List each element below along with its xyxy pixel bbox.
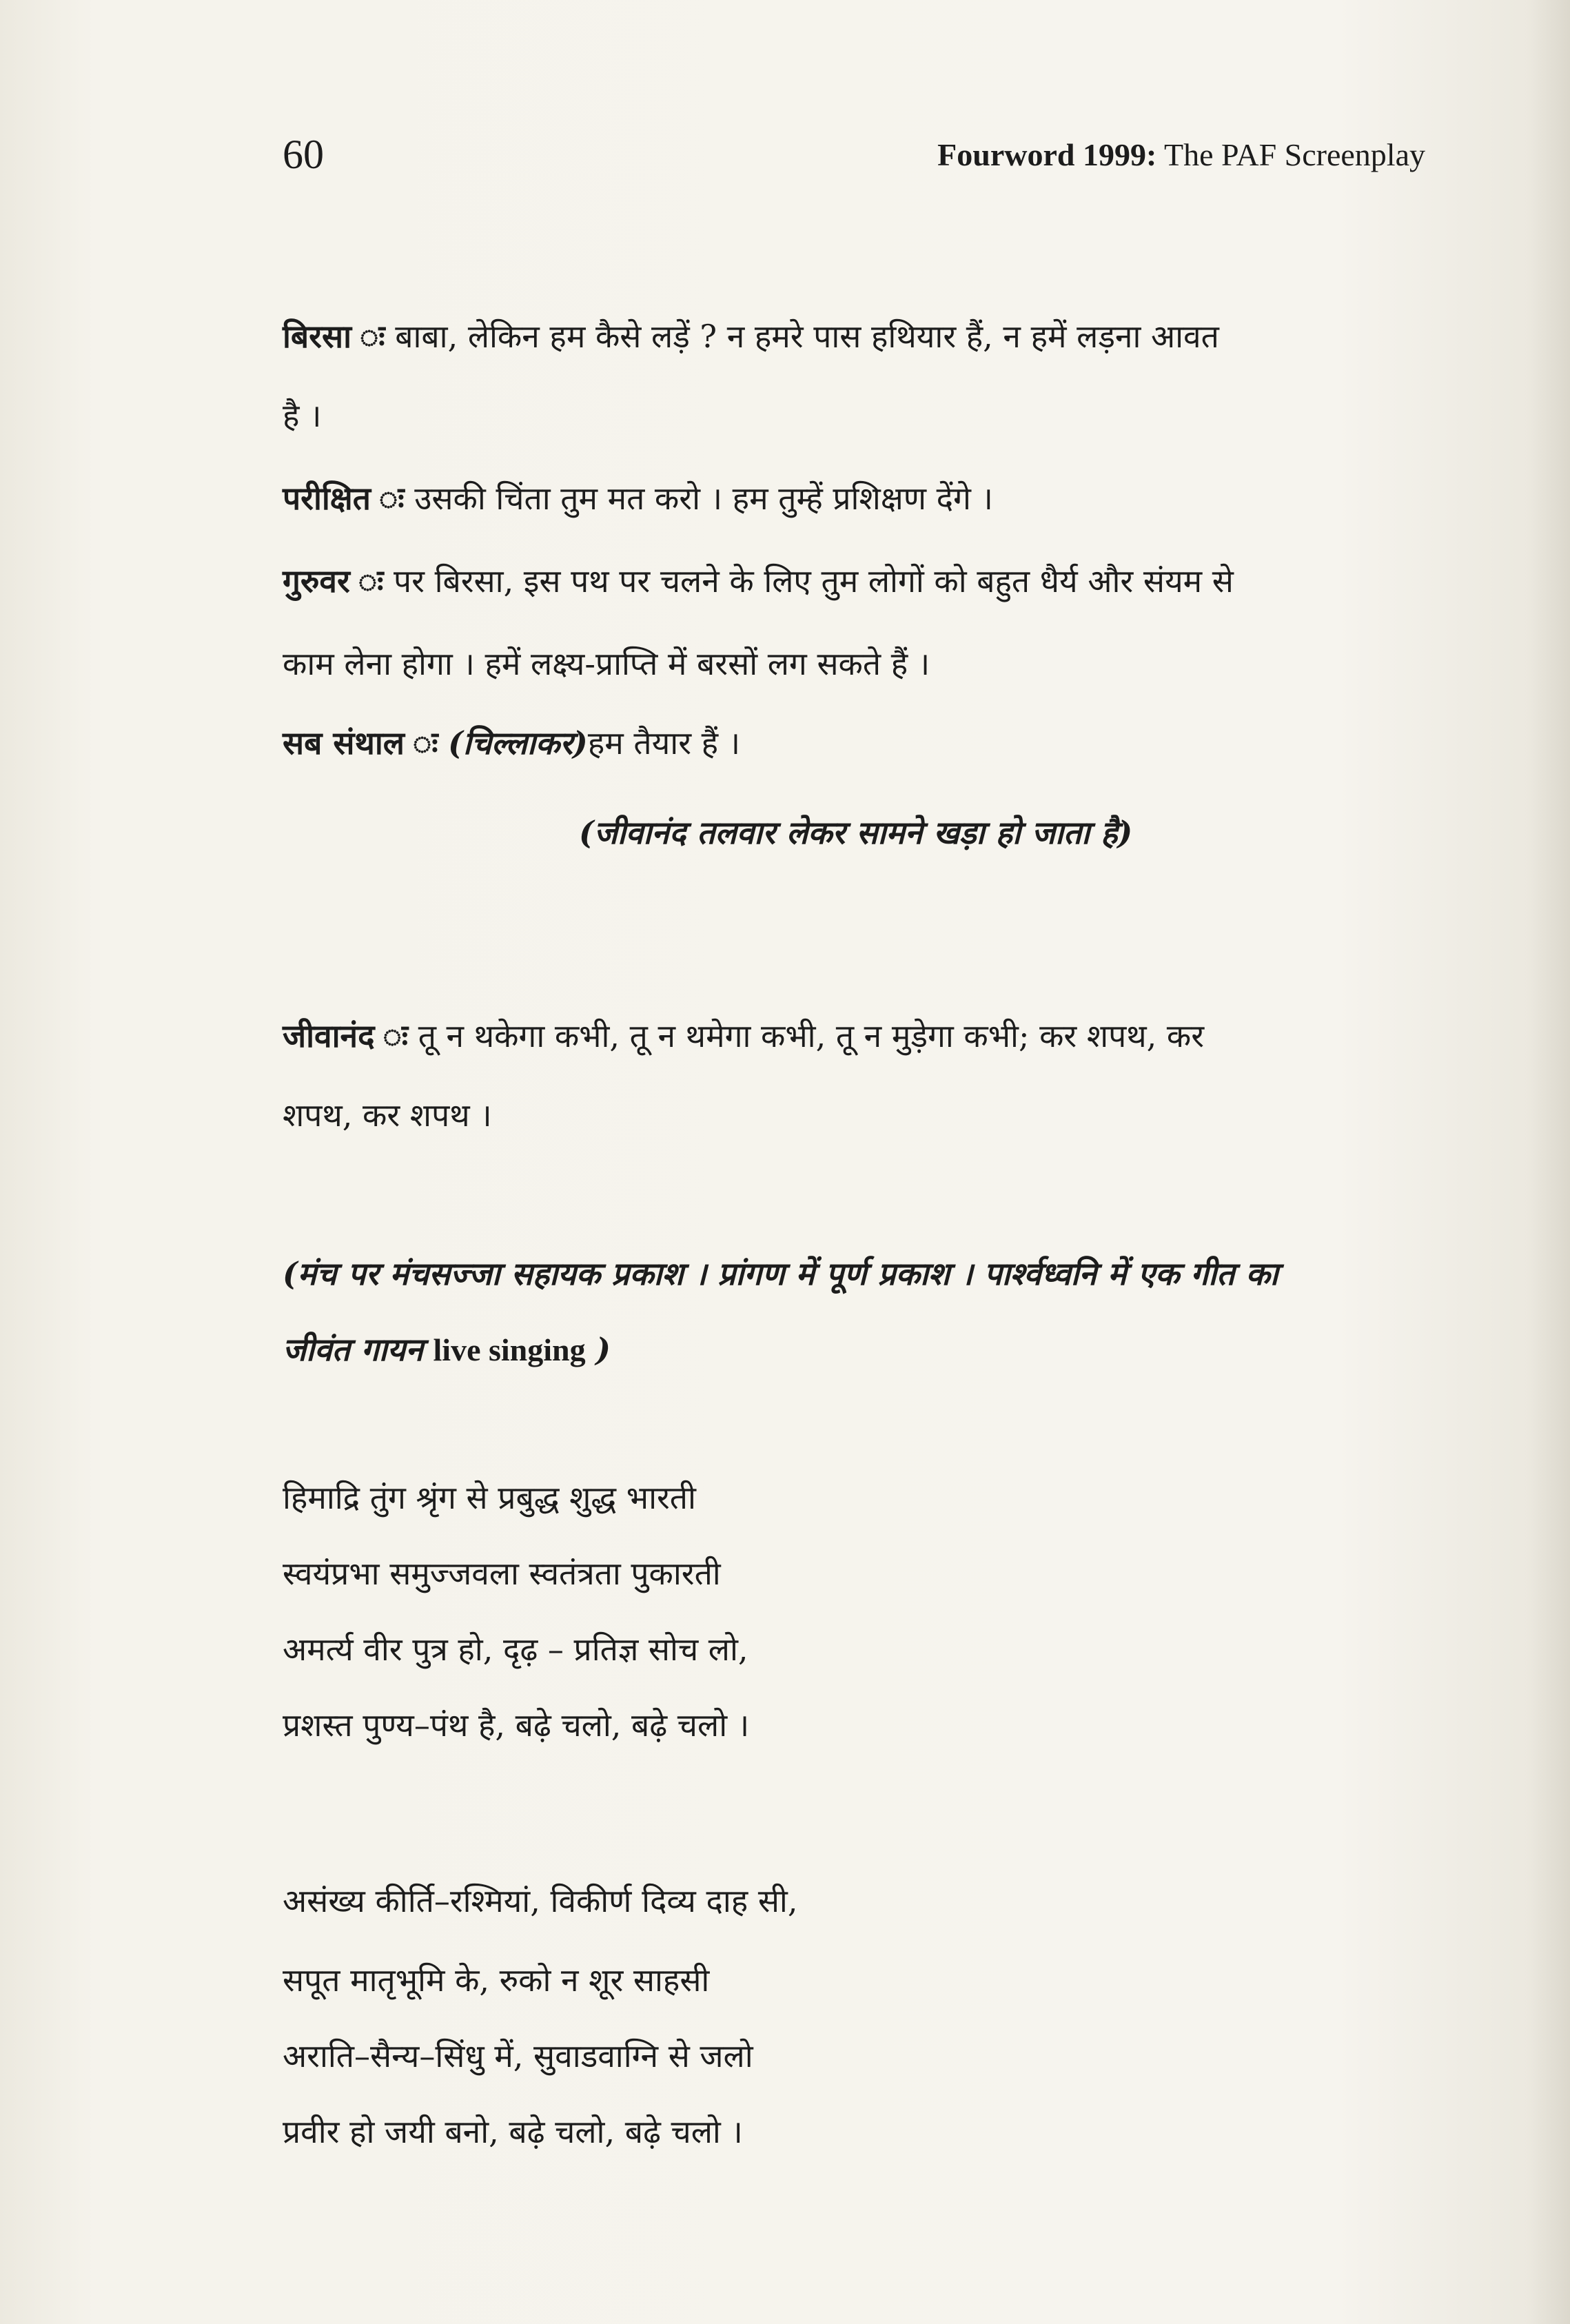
poem-line: असंख्य कीर्ति–रश्मियां, विकीर्ण दिव्य दाह सी,: [283, 1882, 798, 1919]
stage-direction-cont: [283, 1331, 611, 1368]
dialogue-line: [283, 318, 1219, 355]
running-header: [283, 131, 1425, 186]
page-edge-shadow: [1529, 0, 1570, 2324]
dialogue-continuation: शपथ, कर शपथ ।: [283, 1097, 492, 1134]
poem-line: सपूत मातृभूमि के, रुको न शूर साहसी: [283, 1961, 710, 1999]
speaker-name: जीवानंद ः: [283, 1017, 409, 1054]
dialogue-line: [283, 724, 741, 762]
poem-line: हिमाद्रि तुंग श्रृंग से प्रबुद्ध शुद्ध भारती: [283, 1479, 696, 1516]
poem-line: अराति–सैन्य–सिंधु में, सुवाडवाग्नि से जलो: [283, 2037, 753, 2075]
speaker-name: गुरुवर ः: [283, 562, 384, 600]
stage-direction-hindi: जीवंत गायन: [283, 1331, 423, 1368]
stage-direction-end: ): [595, 1331, 611, 1368]
dialogue-text: हम तैयार हैं ।: [587, 724, 741, 762]
poem-line: प्रवीर हो जयी बनो, बढ़े चलो, बढ़े चलो ।: [283, 2113, 743, 2150]
dialogue-text: उसकी चिंता तुम मत करो । हम तुम्हें प्रशिक्षण देंगे ।: [414, 480, 993, 517]
book-title: [937, 136, 1425, 173]
stage-direction: (मंच पर मंचसज्जा सहायक प्रकाश । प्रांगण में पूर्ण प्रकाश । पार्श्वध्वनि में एक गीत का: [283, 1255, 1278, 1292]
poem-line: स्वयंप्रभा समुज्जवला स्वतंत्रता पुकारती: [283, 1555, 721, 1592]
dialogue-line: [283, 562, 1234, 600]
dialogue-text: पर बिरसा, इस पथ पर चलने के लिए तुम लोगों को बहुत धैर्य और संयम से: [394, 562, 1234, 600]
inline-direction: (चिल्लाकर): [448, 724, 588, 762]
dialogue-continuation: है ।: [283, 397, 322, 434]
book-title-main: Fourword 1999:: [937, 137, 1157, 172]
speaker-name: बिरसा ः: [283, 318, 385, 355]
dialogue-text: बाबा, लेकिन हम कैसे लड़ें ? न हमरे पास हथियार हैं, न हमें लड़ना आवत: [395, 318, 1219, 355]
stage-direction: (जीवानंद तलवार लेकर सामने खड़ा हो जाता है): [579, 814, 1133, 851]
speaker-name: सब संथाल ः: [283, 724, 438, 762]
poem-line: अमर्त्य वीर पुत्र हो, दृढ़ – प्रतिज्ञ सोच लो,: [283, 1631, 748, 1668]
speaker-name: परीक्षित ः: [283, 480, 405, 517]
dialogue-line: [283, 480, 993, 517]
dialogue-continuation: काम लेना होगा । हमें लक्ष्य-प्राप्ति में बरसों लग सकते हैं ।: [283, 645, 930, 682]
poem-line: प्रशस्त पुण्य–पंथ है, बढ़े चलो, बढ़े चलो ।: [283, 1706, 750, 1744]
dialogue-text: तू न थकेगा कभी, तू न थमेगा कभी, तू न मुड़ेगा कभी; कर शपथ, कर: [418, 1017, 1205, 1054]
stage-direction-english: live singing: [433, 1332, 586, 1367]
page-number: 60: [283, 132, 324, 177]
book-title-sub: The PAF Screenplay: [1163, 137, 1425, 172]
dialogue-line: [283, 1017, 1205, 1054]
